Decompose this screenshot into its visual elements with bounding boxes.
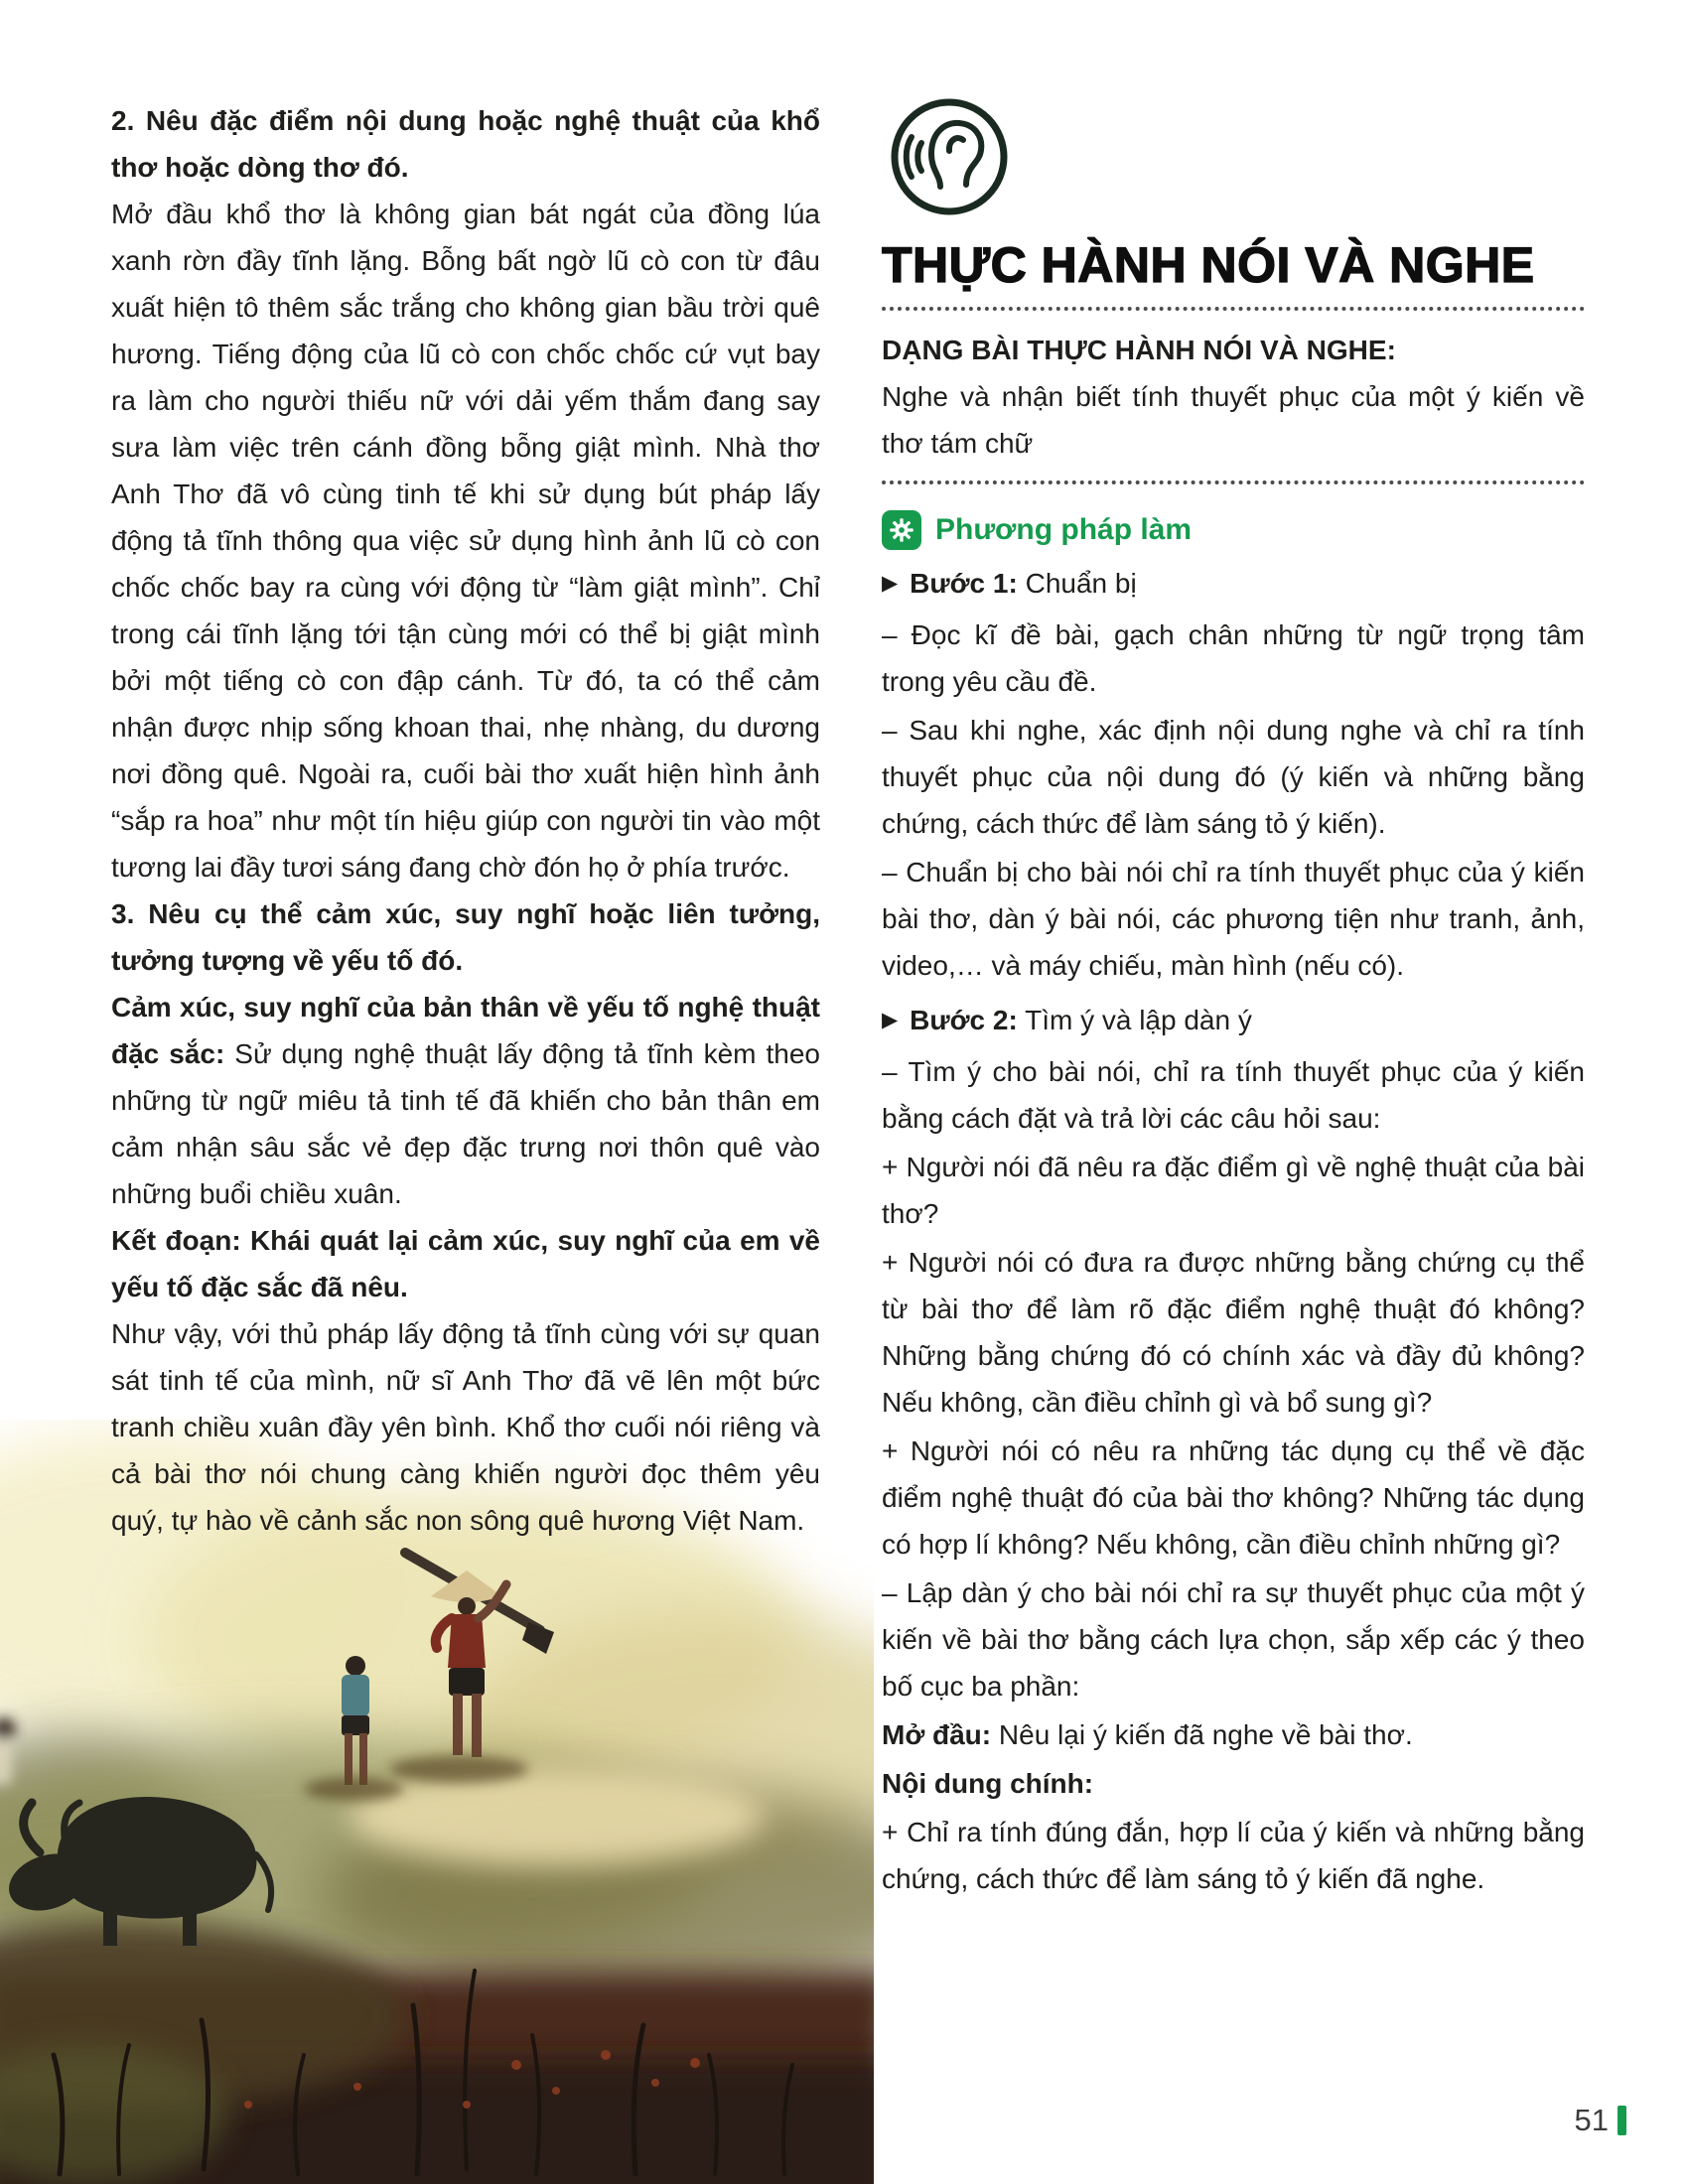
step-2-heading: [882, 997, 1585, 1046]
page-number-accent-bar: [1618, 2106, 1626, 2135]
step-1-item: – Đọc kĩ đề bài, gạch chân những từ ngữ trọng tâm trong yêu cầu đề.: [882, 619, 1585, 697]
step-1-item: – Sau khi nghe, xác định nội dung nghe và chỉ ra tính thuyết phục của nội dung đó (ý kiến và những bằng chứng, cách thức để làm sáng tỏ ý kiến).: [882, 715, 1585, 839]
gear-icon: [882, 510, 921, 550]
step-2-item: + Người nói có nêu ra những tác dụng cụ thể về đặc điểm nghệ thuật đó của bài thơ không? Những tác dụng có hợp lí không? Nếu không, cần điều chỉnh những gì?: [882, 1435, 1585, 1560]
step-2-item: – Tìm ý cho bài nói, chỉ ra tính thuyết phục của ý kiến bằng cách đặt và trả lời các câu hỏi sau:: [882, 1056, 1585, 1134]
ket-doan-heading: Kết đoạn: Khái quát lại cảm xúc, suy nghĩ của em về yếu tố đặc sắc đã nêu.: [111, 1225, 820, 1302]
step-1-label: Bước 1:: [910, 568, 1018, 599]
step-arrow-icon: ▶: [882, 572, 899, 595]
paragraph-conclusion: Như vậy, với thủ pháp lấy động tả tĩnh cùng với sự quan sát tinh tế của mình, nữ sĩ Anh Thơ đã vẽ lên một bức tranh chiều xuân đầy yên bình. Khổ thơ cuối nói riêng và cả bài thơ nói chung càng khiến người đọc thêm yêu quý, tự hào về cảnh sắc non sông quê hương Việt Nam.: [111, 1318, 820, 1536]
heading-item-2: 2. Nêu đặc điểm nội dung hoặc nghệ thuật của khổ thơ hoặc dòng thơ đó.: [111, 105, 820, 183]
page-number: [1575, 2103, 1626, 2138]
method-label: Phương pháp làm: [935, 513, 1193, 546]
step-1-item: – Chuẩn bị cho bài nói chỉ ra tính thuyết phục của ý kiến bài thơ, dàn ý bài nói, các phương tiện như tranh, ảnh, video,… và máy chiếu, màn hình (nếu có).: [882, 857, 1585, 981]
step-arrow-icon: ▶: [882, 1009, 899, 1031]
dang-bai-heading: DẠNG BÀI THỰC HÀNH NÓI VÀ NGHE:: [882, 335, 1396, 365]
step-2-item: + Người nói có đưa ra được những bằng chứng cụ thể từ bài thơ để làm rõ đặc điểm nghệ thuật đó không? Những bằng chứng đó có chính xác và đầy đủ không? Nếu không, cần điều chỉnh gì và bổ sung gì?: [882, 1247, 1585, 1418]
left-column: [111, 97, 820, 1544]
step-2-item: + Người nói đã nêu ra đặc điểm gì về nghệ thuật của bài thơ?: [882, 1152, 1585, 1229]
paragraph-feelings-rest: Sử dụng nghệ thuật lấy động tả tĩnh kèm theo những từ ngữ miêu tả tinh tế đã khiến cho bản thân em cảm nhận sâu sắc vẻ đẹp đặc trưng nơi thôn quê vào những buổi chiều xuân.: [111, 1038, 820, 1209]
step-2-title: Tìm ý và lập dàn ý: [1017, 1005, 1252, 1035]
mo-dau-text: Nêu lại ý kiến đã nghe về bài thơ.: [991, 1719, 1413, 1750]
step-1-heading: [882, 560, 1585, 610]
paragraph-feelings: [111, 984, 820, 1217]
noi-dung-chinh-label: Nội dung chính:: [882, 1768, 1094, 1799]
dotted-divider: [882, 478, 1585, 484]
heading-item-3: 3. Nêu cụ thể cảm xúc, suy nghĩ hoặc liên tưởng, tưởng tượng về yếu tố đó.: [111, 898, 820, 976]
paragraph-feelings-lead: Cảm xúc, suy nghĩ của bản thân về yếu tố nghệ thuật đặc sắc:: [111, 992, 820, 1069]
page-number-value: 51: [1574, 2103, 1609, 2137]
final-item: + Chỉ ra tính đúng đắn, hợp lí của ý kiến và những bằng chứng, cách thức để làm sáng tỏ ý kiến đã nghe.: [882, 1817, 1585, 1894]
right-column: [882, 85, 1585, 1904]
dang-bai-text: Nghe và nhận biết tính thuyết phục của một ý kiến về thơ tám chữ: [882, 381, 1585, 459]
step-1-title: Chuẩn bị: [1017, 568, 1137, 599]
step-2-label: Bước 2:: [910, 1005, 1018, 1035]
paragraph-analysis: Mở đầu khổ thơ là không gian bát ngát của đồng lúa xanh rờn đầy tĩnh lặng. Bỗng bất ngờ lũ cò con từ đâu xuất hiện tô thêm sắc trắng cho không gian bầu trời quê hương. Tiếng động của lũ cò con chốc chốc cứ vụt bay ra làm cho người thiếu nữ với dải yếm thắm đang say sưa làm việc trên cánh đồng bỗng giật mình. Nhà thơ Anh Thơ đã vô cùng tinh tế khi sử dụng bút pháp lấy động tả tĩnh thông qua việc sử dụng hình ảnh lũ cò con chốc chốc bay ra cùng với động từ “làm giật mình”. Chỉ trong cái tĩnh lặng tới tận cùng mới có thể bị giật mình bởi một tiếng cò con đập cánh. Từ đó, ta có thể cảm nhận được nhịp sống khoan thai, nhẹ nhàng, du dương nơi đồng quê. Ngoài ra, cuối bài thơ xuất hiện hình ảnh “sắp ra hoa” như một tín hiệu giúp con người tin vào một tương lai đầy tươi sáng đang chờ đón họ ở phía trước.: [111, 199, 820, 883]
step-2-item: – Lập dàn ý cho bài nói chỉ ra sự thuyết phục của một ý kiến về bài thơ bằng cách lựa chọn, sắp xếp các ý theo bố cục ba phần:: [882, 1577, 1585, 1702]
method-header: [882, 510, 1585, 550]
ear-icon: [884, 91, 1015, 222]
mo-dau-line: [882, 1711, 1585, 1758]
section-title: THỰC HÀNH NÓI VÀ NGHE: [882, 237, 1535, 293]
dotted-divider: [882, 305, 1585, 311]
mo-dau-label: Mở đầu:: [882, 1719, 992, 1750]
